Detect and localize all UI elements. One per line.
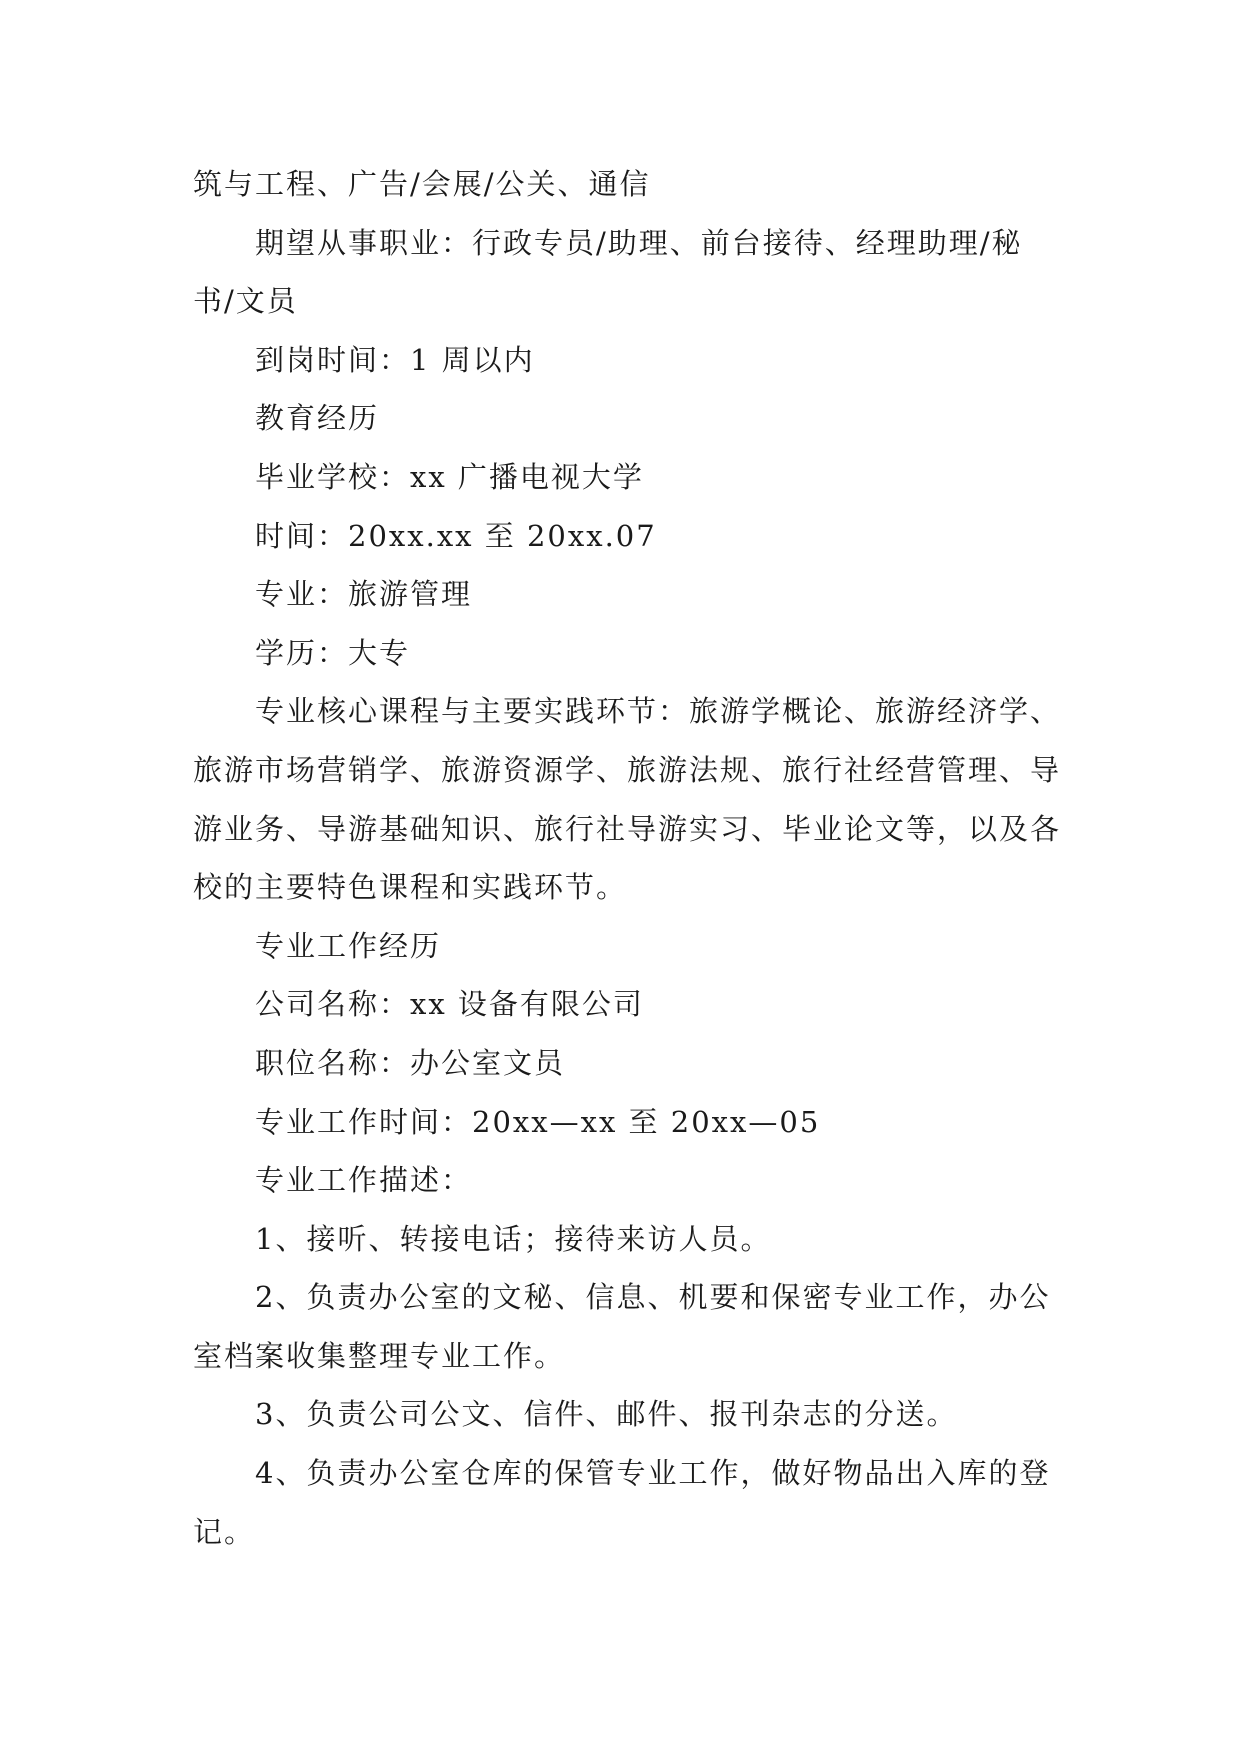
paragraph-work-period: 专业工作时间：20xx—xx 至 20xx—05 — [255, 1104, 821, 1139]
paragraph-school: 毕业学校：xx 广播电视大学 — [255, 459, 644, 494]
paragraph-company-name: 公司名称：xx 设备有限公司 — [255, 987, 644, 1022]
paragraph-core-courses: 专业核心课程与主要实践环节：旅游学概论、旅游经济学、旅游市场营销学、旅游资源学、旅游法规、旅行社经营管理、导游业务、导游基础知识、旅行社导游实习、毕业论文等，以及各校的主要特色课程和实践环节。 — [193, 694, 1062, 905]
paragraph-degree: 学历：大专 — [255, 635, 411, 670]
paragraph-start-time: 到岗时间：1 周以内 — [255, 342, 535, 377]
paragraph-position: 职位名称：办公室文员 — [255, 1045, 566, 1080]
list-item-duty-4: 4、负责办公室仓库的保管专业工作，做好物品出入库的登记。 — [193, 1456, 1051, 1549]
heading-work-experience: 专业工作经历 — [255, 928, 442, 963]
paragraph-major: 专业：旅游管理 — [255, 577, 473, 612]
paragraph-industry-continued: 筑与工程、广告/会展/公关、通信 — [193, 167, 651, 201]
heading-education: 教育经历 — [255, 401, 380, 436]
paragraph-work-description-label: 专业工作描述： — [255, 1163, 473, 1198]
list-item-duty-3: 3、负责公司公文、信件、邮件、报刊杂志的分送。 — [255, 1397, 958, 1432]
paragraph-study-period: 时间：20xx.xx 至 20xx.07 — [255, 518, 657, 553]
paragraph-desired-job: 期望从事职业：行政专员/助理、前台接待、经理助理/秘书/文员 — [193, 225, 1023, 319]
list-item-duty-1: 1、接听、转接电话；接待来访人员。 — [255, 1221, 772, 1256]
list-item-duty-2: 2、负责办公室的文秘、信息、机要和保密专业工作，办公室档案收集整理专业工作。 — [193, 1280, 1051, 1373]
document-body — [193, 155, 1063, 1561]
